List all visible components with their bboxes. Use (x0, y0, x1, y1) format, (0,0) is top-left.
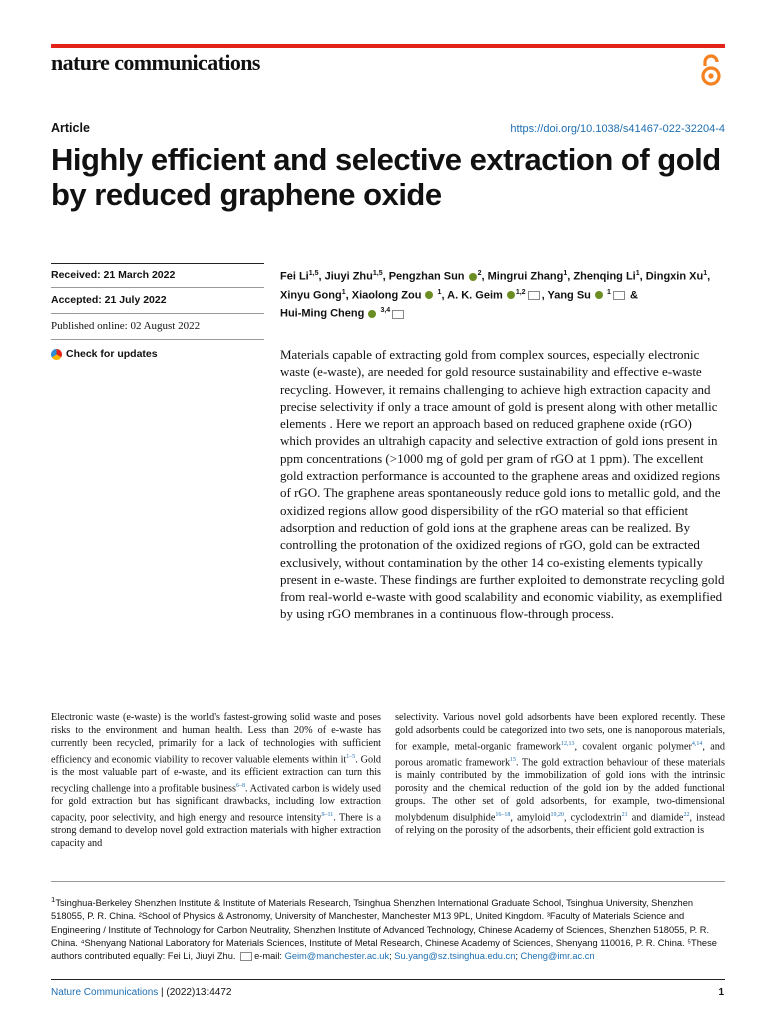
footnote-divider (51, 881, 725, 882)
orcid-icon[interactable] (595, 291, 603, 299)
meta-divider (51, 287, 264, 288)
journal-name: nature communications (51, 50, 260, 75)
citation-ref[interactable]: 16–18 (495, 812, 511, 819)
affiliation-sup: 1 (563, 270, 568, 277)
orcid-icon[interactable] (425, 291, 433, 299)
citation-ref[interactable]: 22 (683, 812, 690, 819)
footer-divider (51, 979, 725, 980)
check-updates-icon (51, 349, 62, 360)
email-link[interactable]: Geim@manchester.ac.uk (284, 951, 390, 962)
body-text: . The gold extraction behaviour of these materials is mainly contributed by the immobilization of gold ions with the intrinsic porosity and the chemical reduction of the gold ion by the added functional groups. The other set of gold adsorbents, for example, two-dimensional molybdenum disulphide (395, 757, 725, 824)
email-icon (240, 952, 252, 961)
author-name[interactable]: Hui-Ming Cheng (280, 307, 365, 320)
accepted-date: Accepted: 21 July 2022 (51, 294, 167, 306)
affiliation-sup: 1 (607, 288, 611, 296)
article-type-label: Article (51, 121, 90, 135)
citation-ref[interactable]: 21 (621, 812, 628, 819)
affiliation-sup: 1 (341, 288, 346, 296)
affiliation-sup: 2 (477, 270, 482, 277)
author-separator: & (626, 289, 638, 302)
author-name[interactable]: , A. K. Geim (441, 289, 503, 302)
email-icon[interactable] (613, 291, 625, 300)
author-name[interactable]: , Zhenqing Li (567, 270, 636, 283)
email-icon[interactable] (528, 291, 540, 300)
meta-divider (51, 313, 264, 314)
body-text: . Gold is the most valuable part of e-waste, and its efficient extraction can turn this recycling challenge into a profitable business (51, 754, 381, 795)
page-number: 1 (718, 987, 724, 998)
affiliation-sup: 1,5 (308, 270, 319, 277)
orcid-icon[interactable] (469, 273, 477, 281)
affiliation-sup: 3,4 (380, 307, 391, 315)
body-text: , covalent organic polymer (574, 741, 692, 753)
footer-journal-link[interactable]: Nature Communications (51, 987, 159, 998)
published-date: Published online: 02 August 2022 (51, 320, 201, 332)
affiliation-sup: 1 (635, 270, 640, 277)
author-name[interactable]: , Yang Su (541, 289, 591, 302)
body-text: Electronic waste (e-waste) is the world's fastest-growing solid waste and poses risks to the environment and human health. Less than 20% of e-waste has currently been recycled, primarily for a lack of technologies with sufficient efficiency and economic viability to recover valuable elements within it (51, 712, 381, 766)
affiliation-sup: 1,2 (515, 288, 526, 296)
orcid-icon[interactable] (368, 310, 376, 318)
body-text: . There is a strong demand to develop novel gold extraction materials with higher extraction capacity and (51, 812, 381, 850)
citation-ref[interactable]: 12,13 (561, 740, 575, 747)
body-column-left (51, 712, 381, 851)
doi-link[interactable]: https://doi.org/10.1038/s41467-022-32204-4 (510, 123, 725, 135)
body-text: and diamide (627, 812, 684, 824)
body-text: , cyclodextrin (563, 812, 622, 824)
citation-ref[interactable]: 1–5 (346, 753, 356, 760)
author-name[interactable]: , Xinyu Gong (280, 270, 711, 302)
author-name[interactable]: , Dingxin Xu (639, 270, 704, 283)
affiliation-sup: 1 (703, 270, 708, 277)
email-link[interactable]: Cheng@imr.ac.cn (520, 951, 595, 962)
author-name[interactable]: , Jiuyi Zhu (318, 270, 373, 283)
affiliations-footnote: $^1$Tsinghua-Berkeley Shenzhen Institute & Institute of Materials Research, Tsinghua Shenzhen International Graduate School, Tsinghua University, Shenzhen 518055, P. R. China. ²School of Physics & Astronomy, University of Manchester, Manchester M13 9PL, United Kingdom. ³Faculty of Materials Science and Engineering / Institute of Technology for Carbon Neutrality, Shenzhen Institute of Advanced Technology, Chinese Academy of Sciences, Shenzhen 518055, P. R. China. ⁴Shenyang National Laboratory for Materials Sciences, Institute of Metal Research, Chinese Academy of Sciences, Shenyang 110016, P. R. China. ⁵These authors contributed equally: Fei Li, Jiuyi Zhu. e-mail: Geim@manchester.ac.uk; Su.yang@sz.tsinghua.edu.cn; Cheng@imr.ac.cn (51, 895, 717, 962)
check-updates-button[interactable] (51, 348, 158, 360)
orcid-icon[interactable] (507, 291, 515, 299)
author-list (280, 266, 730, 322)
body-text: . Activated carbon is widely used for gold extraction but has significant drawbacks, including low extraction capacity, poor selectivity, and high energy and resource intensity (51, 783, 381, 824)
citation-ref[interactable]: 15 (510, 757, 517, 764)
article-title: Highly efficient and selective extraction of gold by reduced graphene oxide (51, 142, 721, 212)
body-text: , instead of relying on the porosity of the adsorbents, their efficient gold extraction is (395, 812, 725, 837)
affiliation-sup: 1 (437, 288, 442, 296)
open-access-icon (698, 54, 724, 88)
body-text: , amyloid (510, 812, 551, 824)
citation-ref[interactable]: 4,14 (691, 740, 703, 747)
author-name[interactable]: , Pengzhan Sun (382, 270, 465, 283)
email-icon[interactable] (392, 310, 404, 319)
body-text: , and porous aromatic framework (395, 741, 725, 769)
citation-ref[interactable]: 9–11 (321, 812, 334, 819)
affiliation-sup: 1,5 (372, 270, 383, 277)
footer-volume: | (2022)13:4472 (158, 987, 232, 998)
citation-ref[interactable]: 6–8 (235, 782, 245, 789)
email-label: e-mail: (254, 951, 282, 962)
abstract-text: Materials capable of extracting gold from complex sources, especially electronic waste (e-waste), are needed for gold resource sustainability and effective e-waste recycling. However, it remains challenging to achieve high extraction capacity and precise selectivity if only a trace amount of gold is present along with other metallic elements . Here we report an approach based on reduced graphene oxide (rGO) which provides an ultrahigh capacity and selective extraction of gold ions present in ppm concentrations (>1000 mg of gold per gram of rGO at 1 ppm). The excellent gold extraction performance is accounted to the graphene areas and oxidized regions of rGO. The graphene areas spontaneously reduce gold ions to metallic gold, and the oxidized regions allow good dispersibility of the rGO material so that efficient adsorption and reduction of gold ions at the graphene areas can be realized. By controlling the protonation of the oxidized regions of rGO, gold can be extracted exclusively, without contamination by the other 14 co-existing elements typically present in e-waste. These findings are further exploited to demonstrate recycling gold from real-world e-waste with good scalability and economic viability, as exemplified by using rGO membranes in a continuous flow-through process. (280, 347, 725, 622)
affiliation-sup: 1 (51, 895, 56, 904)
check-updates-label: Check for updates (66, 348, 158, 360)
author-name[interactable]: , Xiaolong Zou (345, 289, 422, 302)
author-name[interactable]: Fei Li (280, 270, 309, 283)
email-link[interactable]: Su.yang@sz.tsinghua.edu.cn (394, 951, 516, 962)
body-text: selectivity. Various novel gold adsorbents have been explored recently. These gold adsorbents could be categorized into two sets, one is nanoporous materials, for example, metal-organic framework (395, 712, 725, 753)
meta-divider (51, 263, 264, 264)
body-column-right (395, 712, 725, 838)
footer-citation (51, 987, 231, 998)
citation-ref[interactable]: 19,20 (550, 812, 564, 819)
affiliations-text: Tsinghua-Berkeley Shenzhen Institute & Institute of Materials Research, Tsinghua Shenzhen International Graduate School, Tsinghua University, Shenzhen 518055, P. R. China. ²School of Physics & Astronomy, University of Manchester, Manchester M13 9PL, United Kingdom. ³Faculty of Materials Science and Engineering / Institute of Technology for Carbon Neutrality, Shenzhen Institute of Advanced Technology, Chinese Academy of Sciences, Shenzhen 518055, P. R. China. ⁴Shenyang National Laboratory for Materials Sciences, Institute of Metal Research, Chinese Academy of Sciences, Shenyang 110016, P. R. China. ⁵These authors contributed equally: Fei Li, Jiuyi Zhu. (51, 898, 717, 962)
author-name[interactable]: , Mingrui Zhang (481, 270, 564, 283)
received-date: Received: 21 March 2022 (51, 269, 176, 281)
meta-divider (51, 339, 264, 340)
header-accent-bar (51, 44, 725, 48)
